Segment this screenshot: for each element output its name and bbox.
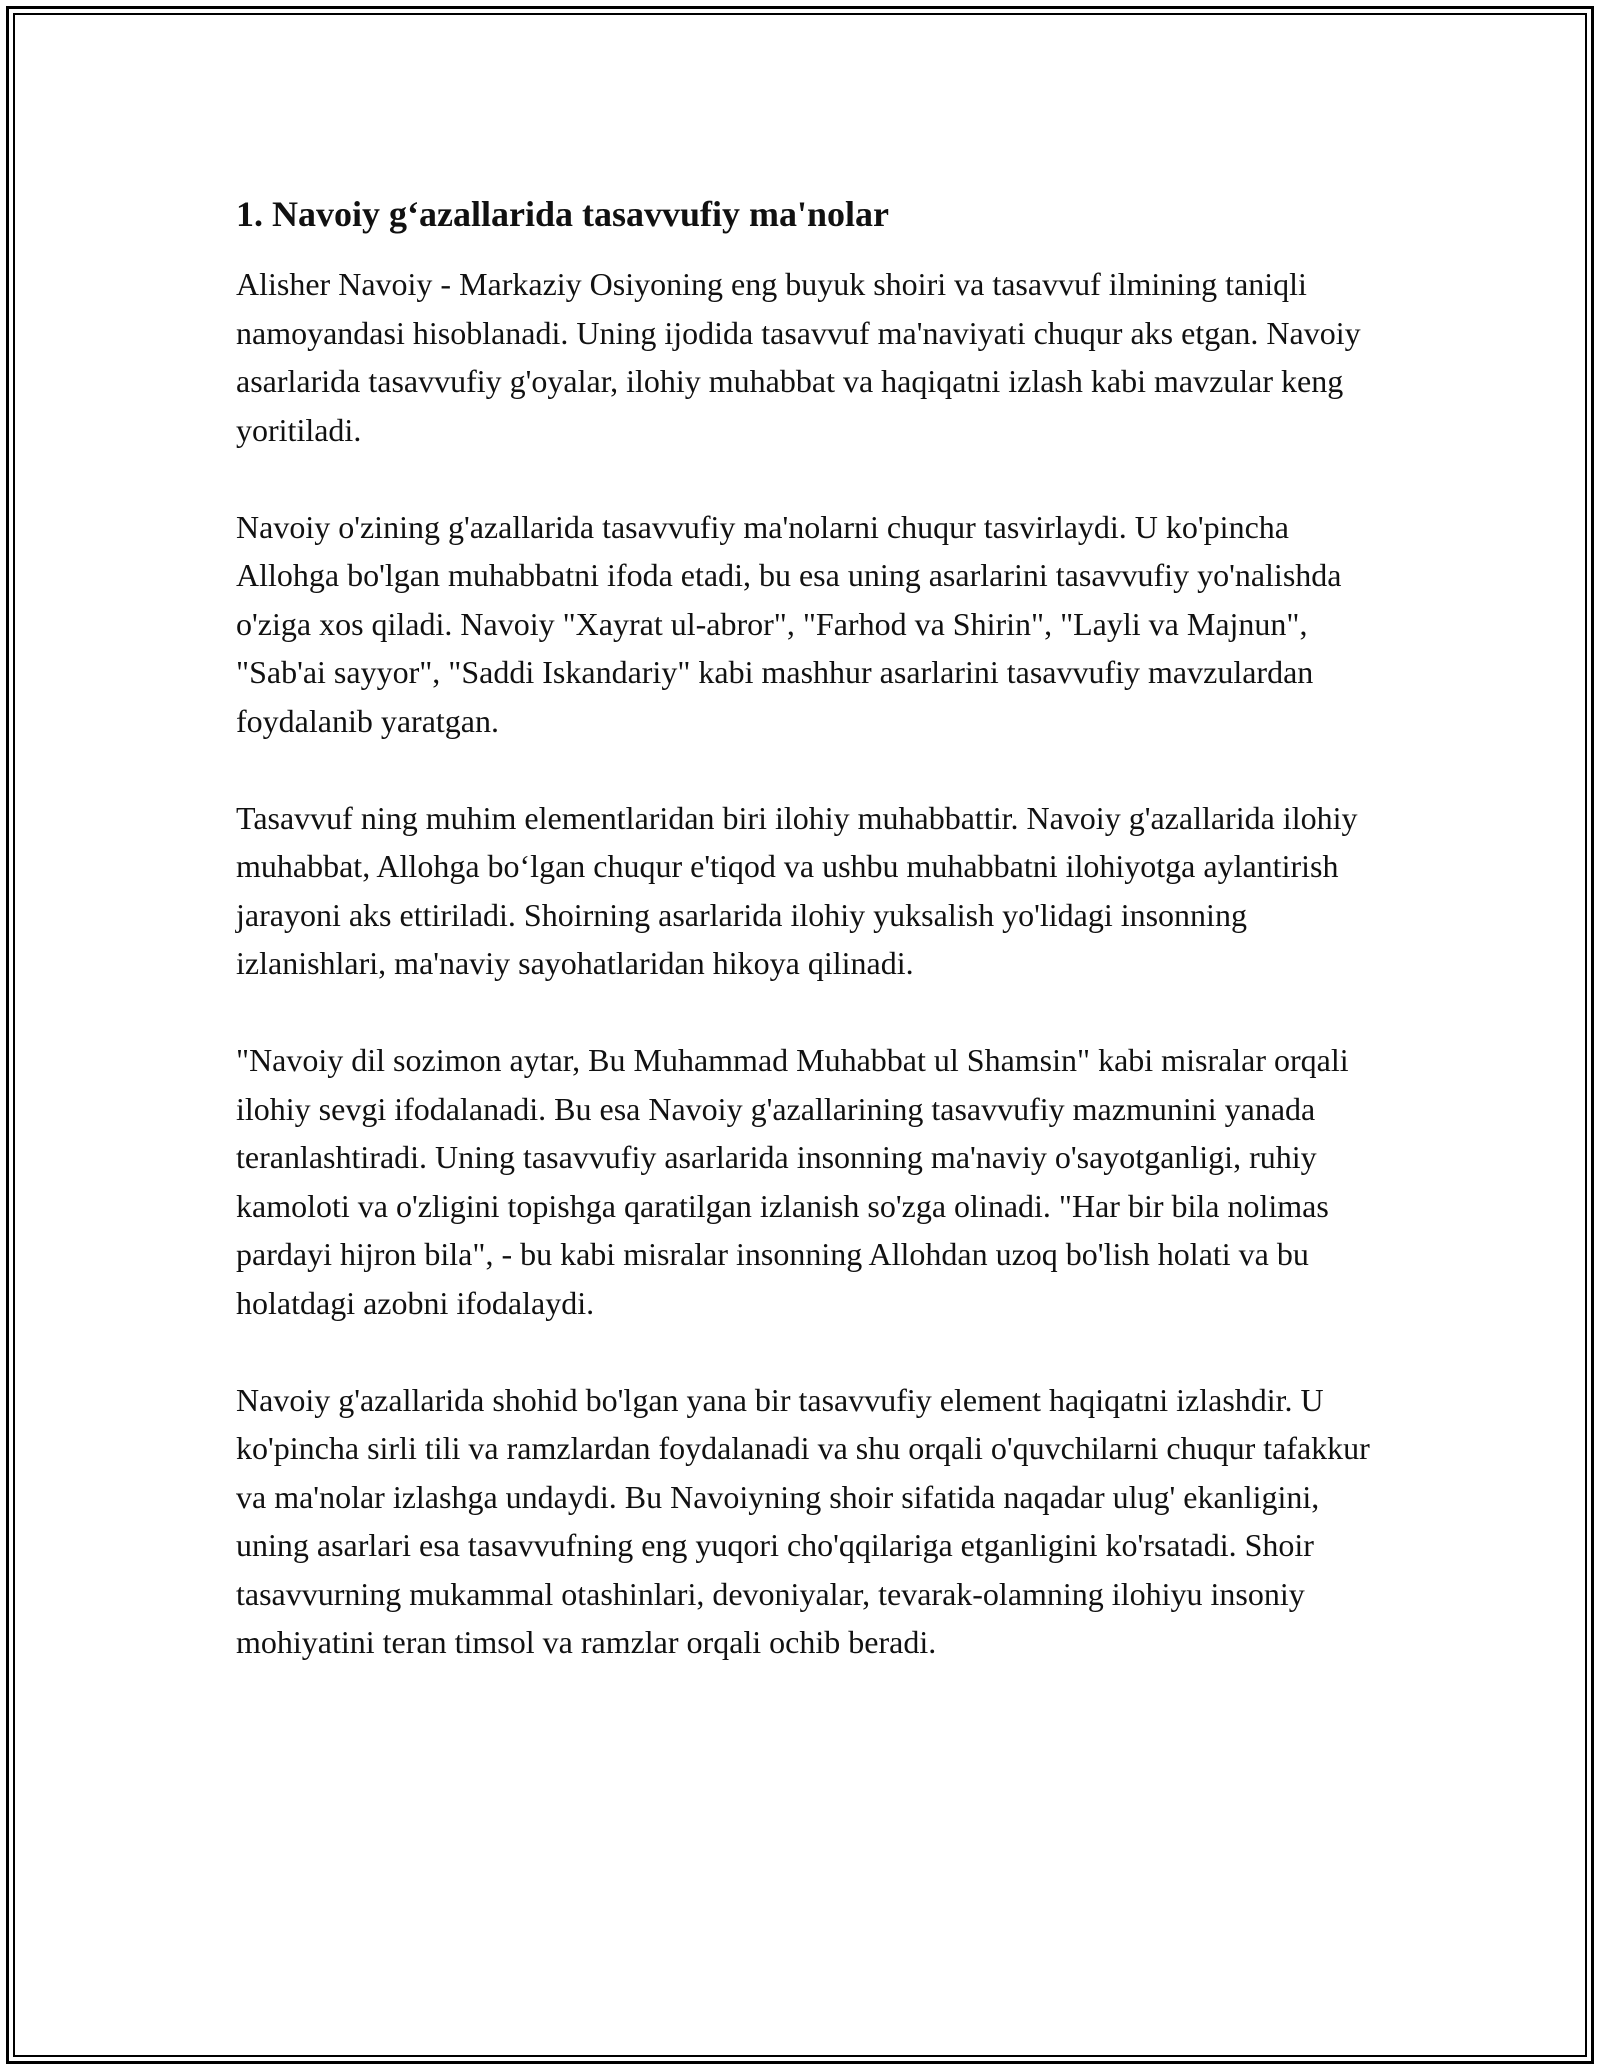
document-body xyxy=(236,190,1376,1715)
paragraph-2: Navoiy o'zining g'azallarida tasavvufiy ma'nolarni chuqur tasvirlaydi. U ko'pincha Allohga bo'lgan muhabbatni ifoda etadi, bu esa uning asarlarini tasavvufiy yo'nalishda o'ziga xos qiladi. Navoiy "Xayrat ul-abror", "Farhod va Shirin", "Layli va Majnun", "Sab'ai sayyor", "Saddi Iskandariy" kabi mashhur asarlarini tasavvufiy mavzulardan foydalanib yaratgan. xyxy=(236,508,1342,739)
paragraph-1: Alisher Navoiy - Markaziy Osiyoning eng buyuk shoiri va tasavvuf ilmining taniqli namoyandasi hisoblanadi. Uning ijodida tasavvuf ma'naviyati chuqur aks etgan. Navoiy asarlarida tasavvufiy g'oyalar, ilohiy muhabbat va haqiqatni izlash kabi mavzular keng yoritiladi. xyxy=(236,266,1361,448)
paragraph-5: Navoiy g'azallarida shohid bo'lgan yana bir tasavvufiy element haqiqatni izlashdir. U ko'pincha sirli tili va ramzlardan foydalanadi va shu orqali o'quvchilarni chuqur tafakkur va ma'nolar izlashga undaydi. Bu Navoiyning shoir sifatida naqadar ulug' ekanligini, uning asarlari esa tasavvufning eng yuqori cho'qqilariga etganligini ko'rsatadi. Shoir tasavvurning mukammal otashinlari, devoniyalar, tevarak-olamning ilohiyu insoniy mohiyatini teran timsol va ramzlar orqali ochib beradi. xyxy=(236,1381,1370,1660)
paragraph-3: Tasavvuf ning muhim elementlaridan biri ilohiy muhabbattir. Navoiy g'azallarida ilohiy muhabbat, Allohga bo‘lgan chuqur e'tiqod va ushbu muhabbatni ilohiyotga aylantirish jarayoni aks ettiriladi. Shoirning asarlarida ilohiy yuksalish yo'lidagi insonning izlanishlari, ma'naviy sayohatlaridan hikoya qilinadi. xyxy=(236,799,1358,981)
paragraph-4: "Navoiy dil sozimon aytar, Bu Muhammad Muhabbat ul Shamsin" kabi misralar orqali ilohiy sevgi ifodalanadi. Bu esa Navoiy g'azallarining tasavvufiy mazmunini yanada teranlashtiradi. Uning tasavvufiy asarlarida insonning ma'naviy o'sayotganligi, ruhiy kamoloti va o'zligini topishga qaratilgan izlanish so'zga olinadi. "Har bir bila nolimas pardayi hijron bila", - bu kabi misralar insonning Allohdan uzoq bo'lish holati va bu holatdagi azobni ifodalaydi. xyxy=(236,1042,1349,1321)
section-heading: 1. Navoiy g‘azallarida tasavvufiy ma'nolar xyxy=(236,194,889,234)
